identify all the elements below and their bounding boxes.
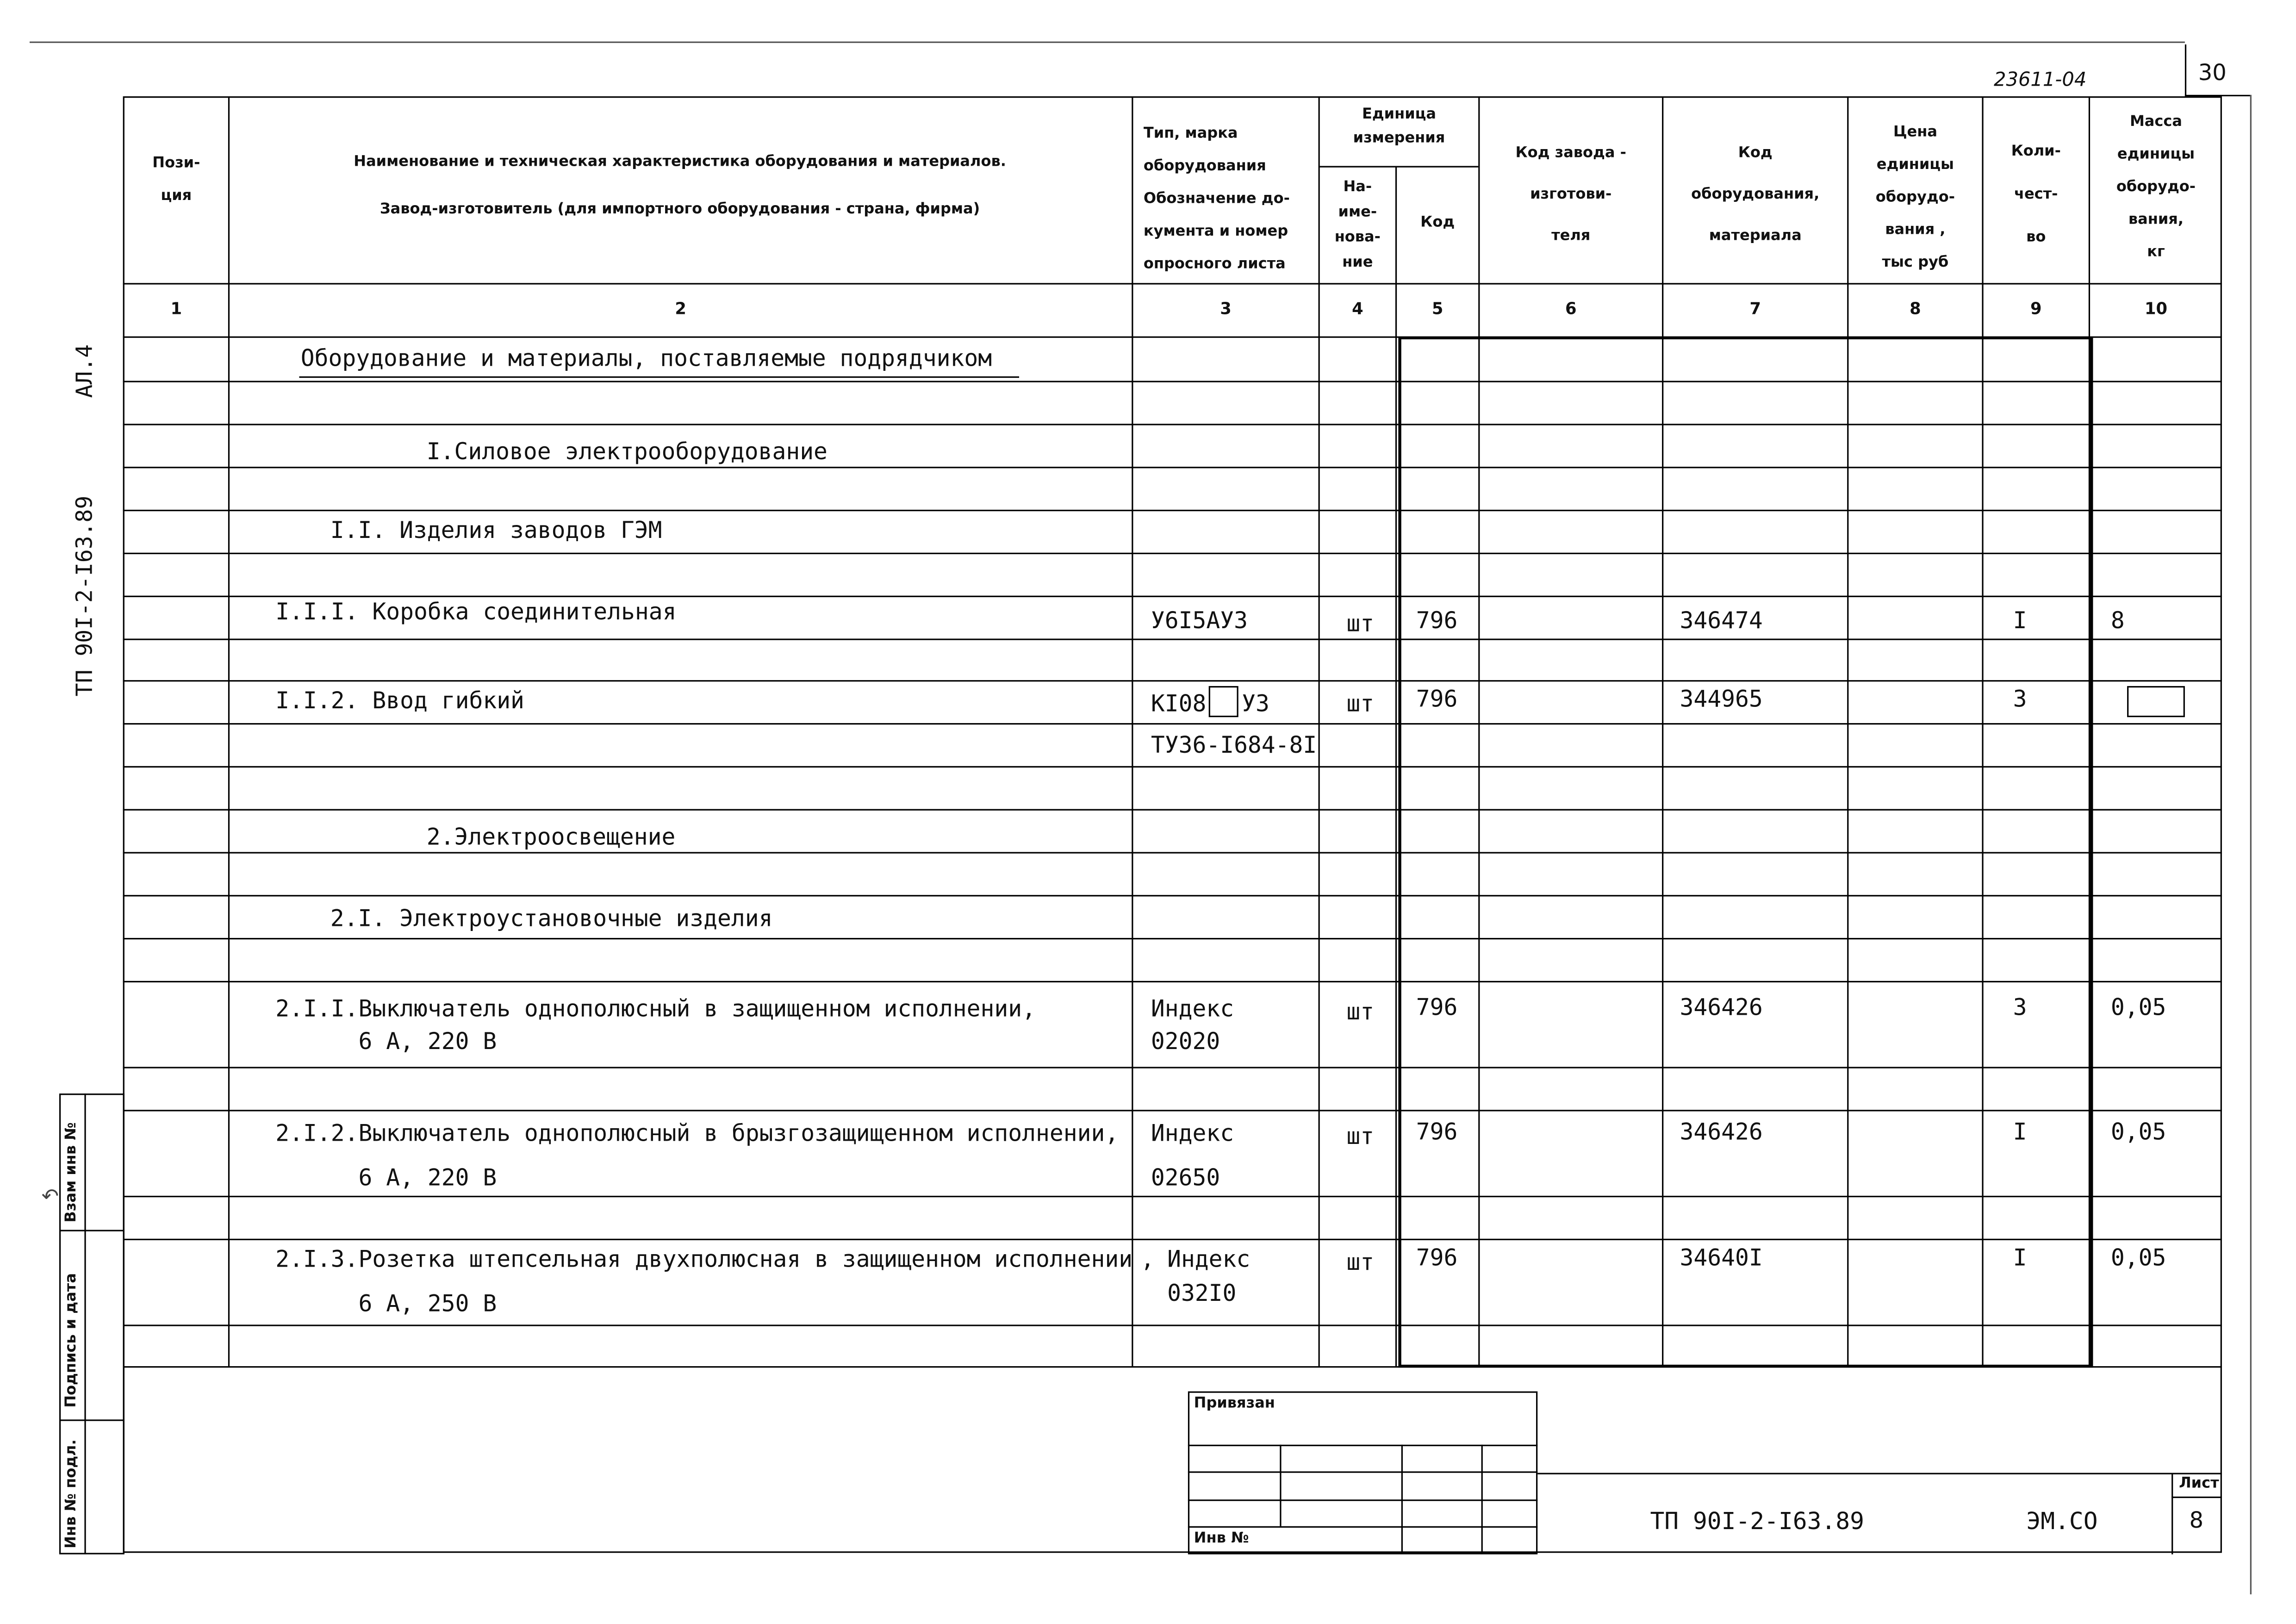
col-line xyxy=(1319,96,1320,1366)
item-type-index: 02650 xyxy=(1151,1164,1220,1192)
pencil-mark: ↶ xyxy=(41,1185,59,1209)
item-type-index: 032I0 xyxy=(1167,1280,1237,1307)
side-stamp-signature-date: Подпись и дата xyxy=(63,1273,80,1408)
item-mass: 0,05 xyxy=(2110,1118,2166,1146)
item-unit-code: 796 xyxy=(1416,1244,1458,1272)
binding-label: Привязан xyxy=(1194,1396,1275,1412)
colnum: 2 xyxy=(675,299,686,319)
side-stamp-line xyxy=(59,1419,124,1421)
section-1-title: I.Силовое электрооборудование xyxy=(426,438,828,466)
colnum: 5 xyxy=(1431,299,1444,319)
colnum: 10 xyxy=(2144,299,2167,319)
document-mark: ЭМ.СО xyxy=(2026,1507,2098,1535)
section-title-underline xyxy=(299,376,1019,378)
header-unit-group: Единица измерения xyxy=(1353,106,1445,147)
header-bottom-line xyxy=(123,283,2222,284)
binding-col xyxy=(1401,1445,1403,1555)
item-material-code: 346426 xyxy=(1680,1118,1763,1146)
item-material-code: 34640I xyxy=(1680,1244,1763,1272)
header-price: Цена единицы оборудо- вания , тыс руб xyxy=(1875,124,1955,271)
item-type-spec: ТУ36-I684-8I xyxy=(1151,732,1317,759)
header-unit-code: Код xyxy=(1420,215,1455,231)
header-position: Пози- ция xyxy=(152,156,200,205)
item-material-code: 346474 xyxy=(1680,607,1763,634)
col-line xyxy=(228,96,230,1366)
item-type: У6I5АУ3 xyxy=(1151,607,1248,634)
left-stamp-code: ТП 90I-2-I63.89 xyxy=(71,495,98,697)
item-type-b: У3 xyxy=(1242,690,1269,718)
left-stamp xyxy=(71,344,98,696)
sheet-label: Лист xyxy=(2179,1475,2219,1493)
header-unit-name: На- име- нова- ние xyxy=(1334,179,1381,271)
item-unit: шт xyxy=(1346,999,1375,1025)
document-code: ТП 90I-2-I63.89 xyxy=(1650,1507,1864,1535)
colnum: 1 xyxy=(170,299,182,319)
binding-line xyxy=(1188,1445,1537,1446)
item-material-code: 346426 xyxy=(1680,994,1763,1021)
album-code: АЛ.4 xyxy=(71,344,98,398)
corner-line xyxy=(2185,44,2186,96)
item-quantity: I xyxy=(2013,1244,2027,1272)
blank-box xyxy=(1209,686,1239,717)
subsection-2-1-title: 2.I. Электроустановочные изделия xyxy=(330,905,773,932)
colnum: 6 xyxy=(1565,299,1577,319)
item-mass: 0,05 xyxy=(2110,994,2166,1021)
side-stamp-replaced-inv: Взам инв № xyxy=(63,1122,80,1223)
item-unit-code: 796 xyxy=(1416,607,1458,634)
item-name: I.I.I. Коробка соединительная xyxy=(275,599,677,625)
col-line xyxy=(1395,166,1397,1366)
heavy-block xyxy=(1398,337,2093,1368)
header-plant-code: Код завода - изготови- теля xyxy=(1515,145,1626,245)
side-stamp-divider xyxy=(84,1093,86,1554)
item-type: Индекс xyxy=(1167,1246,1251,1273)
item-mass: 0,05 xyxy=(2110,1244,2166,1272)
handwritten-number: 23611-04 xyxy=(1994,69,2087,92)
item-name-rating: 6 А, 220 В xyxy=(358,1028,497,1055)
binding-line xyxy=(1188,1499,1537,1501)
item-unit: шт xyxy=(1346,690,1375,718)
binding-col xyxy=(1280,1445,1281,1526)
item-type-a: КI08 xyxy=(1151,690,1207,718)
item-quantity: 3 xyxy=(2013,686,2027,713)
item-name: 2.I.3.Розетка штепсельная двухполюсная в защищенном исполнении xyxy=(275,1246,1133,1273)
header-type: Тип, марка оборудования Обозначение до- кумента и номер опросного листа xyxy=(1143,126,1290,273)
item-name: I.I.2. Ввод гибкий xyxy=(275,687,524,714)
item-material-code: 344965 xyxy=(1680,686,1763,713)
item-type: Индекс xyxy=(1151,1120,1234,1147)
unit-group-line xyxy=(1319,166,1479,167)
header-equipment-code: Код оборудования, материала xyxy=(1691,145,1820,245)
colnum: 9 xyxy=(2030,299,2042,319)
corner-top-line xyxy=(2185,95,2250,96)
item-name: 2.I.I.Выключатель однополюсный в защищенном исполнении, xyxy=(275,995,1036,1023)
section-2-title: 2.Электроосвещение xyxy=(426,824,676,851)
item-quantity: I xyxy=(2013,1118,2027,1146)
sheet-corner-number: 30 xyxy=(2198,59,2227,86)
item-type: Индекс xyxy=(1151,995,1234,1023)
item-name-rating: 6 А, 250 В xyxy=(358,1290,497,1318)
colnum: 4 xyxy=(1352,299,1363,319)
colnum: 7 xyxy=(1749,299,1761,319)
section-title: Оборудование и материалы, поставляемые подрядчиком xyxy=(300,345,992,372)
binding-col xyxy=(1481,1445,1483,1555)
item-unit-code: 796 xyxy=(1416,1118,1458,1146)
item-quantity: 3 xyxy=(2013,994,2027,1021)
right-edge-line xyxy=(2250,95,2252,1594)
item-unit-code: 796 xyxy=(1416,994,1458,1021)
item-name: 2.I.2.Выключатель однополюсный в брызгозащищенном исполнении, xyxy=(275,1120,1119,1147)
colnum: 8 xyxy=(1910,299,1921,319)
sheet-cell-line xyxy=(2172,1497,2222,1498)
item-mass: 8 xyxy=(2110,607,2125,634)
binding-line xyxy=(1188,1526,1537,1528)
item-type-index: 02020 xyxy=(1151,1028,1220,1055)
colnum: 3 xyxy=(1220,299,1232,319)
side-stamp-line xyxy=(59,1230,124,1231)
header-mass: Масса единицы оборудо- вания, кг xyxy=(2116,114,2196,261)
sheet-cell-left xyxy=(2172,1473,2173,1554)
item-type xyxy=(1151,686,1269,717)
subsection-1-1-title: I.I. Изделия заводов ГЭМ xyxy=(330,517,662,544)
mass-blank-box xyxy=(2127,686,2185,717)
item-unit-code: 796 xyxy=(1416,686,1458,713)
col-line xyxy=(1132,96,1133,1366)
title-block-top xyxy=(1537,1473,2222,1474)
top-edge-line xyxy=(30,42,2185,43)
item-unit: шт xyxy=(1346,1249,1375,1276)
sheet-number: 8 xyxy=(2189,1507,2204,1534)
side-stamp-original-inv: Инв № подл. xyxy=(63,1439,80,1549)
item-quantity: I xyxy=(2013,607,2027,634)
inventory-label: Инв № xyxy=(1194,1530,1249,1547)
header-name: Наименование и техническая характеристика оборудования и материалов. Завод-изготовитель (для импортного оборудования - страна, фирма) xyxy=(354,154,1006,218)
binding-line xyxy=(1188,1471,1537,1473)
header-quantity: Коли- чест- во xyxy=(2011,144,2061,246)
item-name-rating: 6 А, 220 В xyxy=(358,1164,497,1192)
item-name-comma: , xyxy=(1140,1246,1155,1273)
item-unit: шт xyxy=(1346,1123,1375,1150)
item-unit: шт xyxy=(1346,610,1375,637)
